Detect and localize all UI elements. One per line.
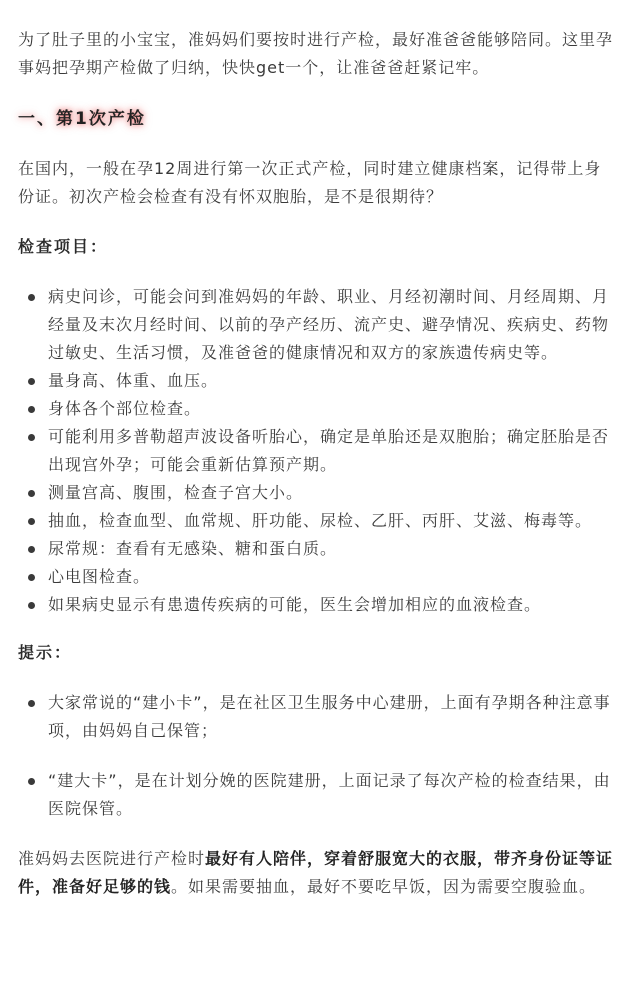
list-item-text: 病史问诊，可能会问到准妈妈的年龄、职业、月经初潮时间、月经周期、月经量及末次月经时间、以前的孕产经历、流产史、避孕情况、疾病史、药物过敏史、生活习惯，及准爸爸的健康情况和双方的家族遗传病史等。 <box>48 287 610 362</box>
bullet-icon <box>28 294 35 301</box>
list-item <box>18 535 618 563</box>
list-item <box>18 479 618 507</box>
tips-label: 提示： <box>18 643 73 662</box>
list-item <box>18 423 618 479</box>
bullet-icon <box>28 518 35 525</box>
list-item-text: 抽血，检查血型、血常规、肝功能、尿检、乙肝、丙肝、艾滋、梅毒等。 <box>48 511 593 530</box>
bullet-icon <box>28 434 35 441</box>
list-item <box>18 283 618 367</box>
list-item <box>18 563 618 591</box>
bullet-icon <box>28 378 35 385</box>
bullet-icon <box>28 574 35 581</box>
list-item-text: 大家常说的“建小卡”，是在社区卫生服务中心建册，上面有孕期各种注意事项，由妈妈自己保管； <box>48 693 611 740</box>
bullet-icon <box>28 700 35 707</box>
items-label: 检查项目： <box>18 237 109 256</box>
bullet-icon <box>28 490 35 497</box>
section-description: 在国内，一般在孕12周进行第一次正式产检，同时建立健康档案，记得带上身份证。初次产检会检查有没有怀双胞胎，是不是很期待？ <box>18 159 602 206</box>
closing-tail: 。如果需要抽血，最好不要吃早饭，因为需要空腹验血。 <box>171 877 597 896</box>
closing-emphasis: 最好有人陪伴，穿着舒服宽大的衣服，带齐身份证等证件，准备好足够的钱 <box>18 849 614 896</box>
closing-lead: 准妈妈去医院进行产检时 <box>18 849 206 868</box>
list-item <box>18 507 618 535</box>
list-item-text: 尿常规：查看有无感染、糖和蛋白质。 <box>48 539 338 558</box>
list-item <box>18 767 618 823</box>
bullet-icon <box>28 406 35 413</box>
list-item-text: “建大卡”，是在计划分娩的医院建册，上面记录了每次产检的检查结果，由医院保管。 <box>48 771 611 818</box>
list-item <box>18 395 618 423</box>
list-item <box>18 367 618 395</box>
exam-items-list <box>18 283 618 619</box>
list-item-text: 可能利用多普勒超声波设备听胎心，确定是单胎还是双胞胎；确定胚胎是否出现宫外孕；可能会重新估算预产期。 <box>48 427 610 474</box>
bullet-icon <box>28 602 35 609</box>
list-item <box>18 689 618 745</box>
list-item-text: 如果病史显示有患遗传疾病的可能，医生会增加相应的血液检查。 <box>48 595 542 614</box>
list-item <box>18 591 618 619</box>
list-item-text: 测量宫高、腹围，检查子宫大小。 <box>48 483 304 502</box>
list-item-text: 身体各个部位检查。 <box>48 399 202 418</box>
list-item-text: 心电图检查。 <box>48 567 151 586</box>
section-heading: 一、第1次产检 <box>18 109 146 129</box>
closing-paragraph <box>18 845 618 901</box>
tips-list <box>18 689 618 823</box>
list-item-text: 量身高、体重、血压。 <box>48 371 219 390</box>
bullet-icon <box>28 546 35 553</box>
intro-paragraph: 为了肚子里的小宝宝，准妈妈们要按时进行产检，最好准爸爸能够陪同。这里孕事妈把孕期产检做了归纳，快快get一个，让准爸爸赶紧记牢。 <box>18 30 614 77</box>
bullet-icon <box>28 778 35 785</box>
